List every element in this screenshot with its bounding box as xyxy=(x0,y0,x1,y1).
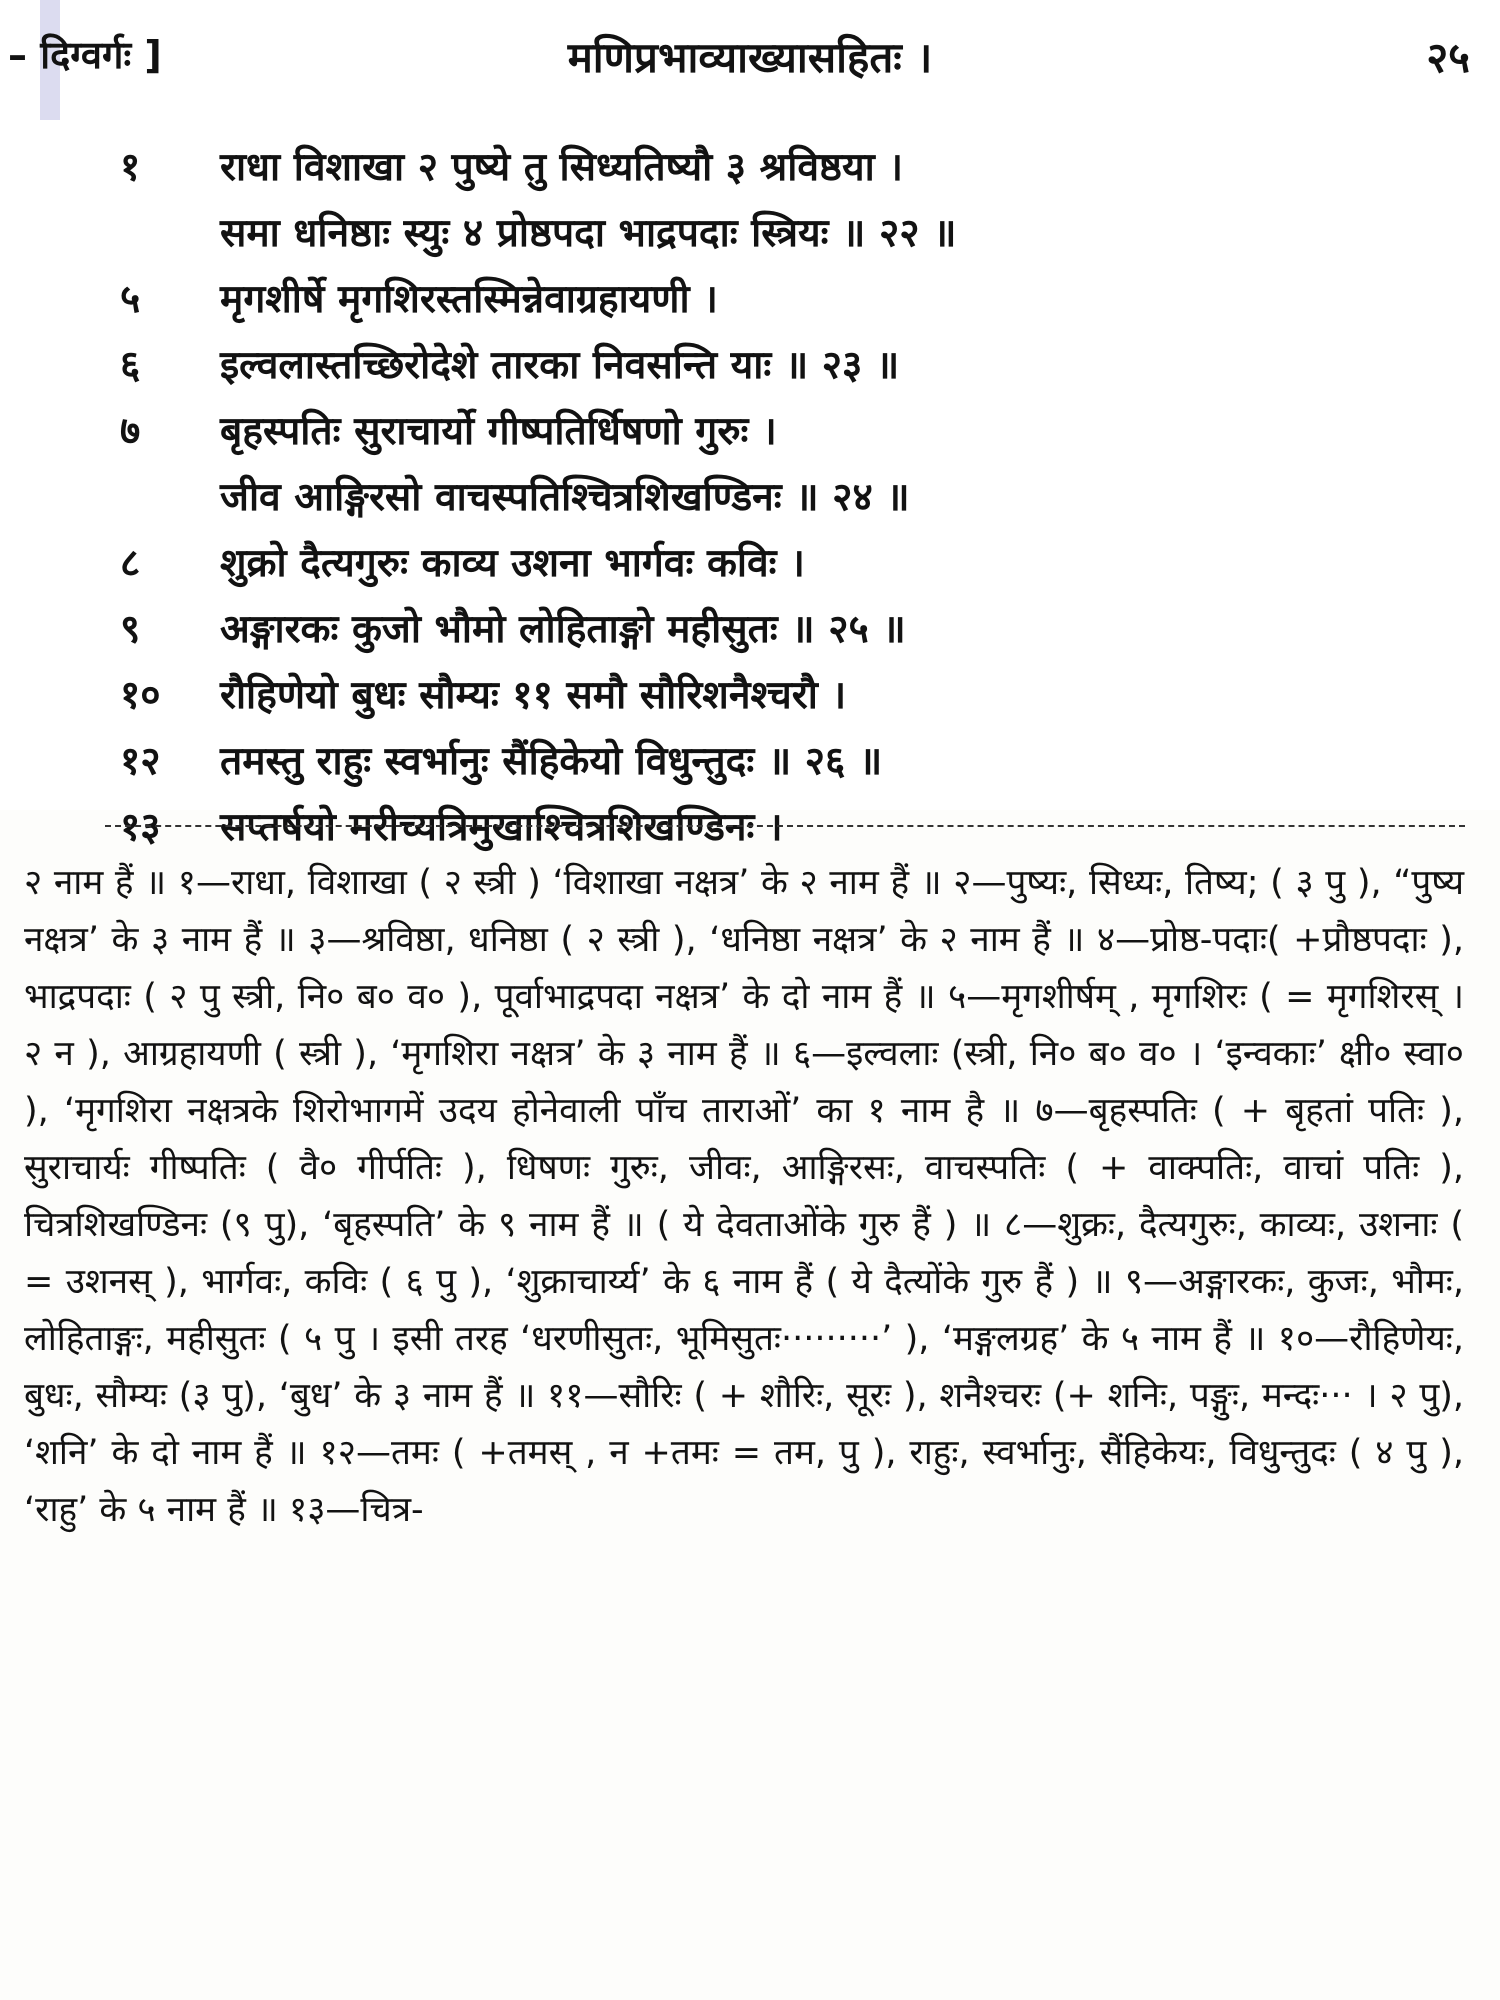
verse-line xyxy=(120,201,1450,267)
hindi-commentary xyxy=(24,855,1464,1539)
verse-number: १० xyxy=(120,673,161,718)
verse-number: ७ xyxy=(120,409,141,454)
verse-number: ९ xyxy=(120,607,141,652)
section-divider xyxy=(105,825,1465,827)
verse-text: सप्तर्षयो मरीच्यत्रिमुखाश्चित्रशिखण्डिनः । xyxy=(220,805,783,850)
verse-line xyxy=(120,333,1450,399)
verse-line xyxy=(120,399,1450,465)
verse-line xyxy=(120,663,1450,729)
verse-text: तमस्तु राहुः स्वर्भानुः सैंहिकेयो विधुन्तुदः ॥ २६ ॥ xyxy=(220,739,883,784)
verse-text: बृहस्पतिः सुराचार्यो गीष्पतिर्धिषणो गुरुः । xyxy=(220,409,777,454)
verse-block xyxy=(120,135,1450,861)
verse-text: समा धनिष्ठाः स्युः ४ प्रोष्ठपदा भाद्रपदाः स्त्रियः ॥ २२ ॥ xyxy=(220,211,957,256)
verse-text: शुक्रो दैत्यगुरुः काव्य उशना भार्गवः कविः । xyxy=(220,541,805,586)
verse-line xyxy=(120,465,1450,531)
verse-number: १३ xyxy=(120,805,161,850)
verse-text: इल्वलास्तच्छिरोदेशे तारका निवसन्ति याः ॥ २३ ॥ xyxy=(220,343,900,388)
verse-line xyxy=(120,597,1450,663)
verse-line xyxy=(120,795,1450,861)
section-label: – दिग्वर्गः ] xyxy=(8,33,162,77)
verse-text: रौहिणेयो बुधः सौम्यः ११ समौ सौरिशनैश्चरौ । xyxy=(220,673,847,718)
verse-line xyxy=(120,135,1450,201)
verse-text: अङ्गारकः कुजो भौमो लोहिताङ्गो महीसुतः ॥ २५ ॥ xyxy=(220,607,906,652)
verse-number: १ xyxy=(120,145,141,190)
verse-number: ६ xyxy=(120,343,141,388)
verse-text: जीव आङ्गिरसो वाचस्पतिश्चित्रशिखण्डिनः ॥ २४ ॥ xyxy=(220,475,910,520)
verse-line xyxy=(120,729,1450,795)
verse-number: १२ xyxy=(120,739,161,784)
verse-number: ८ xyxy=(120,541,141,586)
page-number: २५ xyxy=(1426,33,1470,82)
commentary-text: २ नाम हैं ॥ १—राधा, विशाखा ( २ स्त्री ) ‘विशाखा नक्षत्र’ के २ नाम हैं ॥ २—पुष्यः, सिध्यः, तिष्य; ( ३ पु ), “पुष्य नक्षत्र’ के ३ नाम हैं ॥ ३—श्रविष्ठा, धनिष्ठा ( २ स्त्री ), ‘धनिष्ठा नक्षत्र’ के २ नाम हैं ॥ ४—प्रोष्ठ-पदाः( +प्रौष्ठपदाः ), भाद्रपदाः ( २ पु स्त्री, नि० ब० व० ), पूर्वाभाद्रपदा नक्षत्र’ के दो नाम हैं ॥ ५—मृगशीर्षम् , मृगशिरः ( = मृगशिरस् । २ न ), आग्रहायणी ( स्त्री ), ‘मृगशिरा नक्षत्र’ के ३ नाम हैं ॥ ६—इल्वलाः (स्त्री, नि० ब० व० । ‘इन्वकाः’ क्षी० स्वा० ), ‘मृगशिरा नक्षत्रके शिरोभागमें उदय होनेवाली पाँच ताराओं’ का १ नाम है ॥ ७—बृहस्पतिः ( + बृहतां पतिः ), सुराचार्यः गीष्पतिः ( वै० गीर्पतिः ), धिषणः गुरुः, जीवः, आङ्गिरसः, वाचस्पतिः ( + वाक्पतिः, वाचां पतिः ), चित्रशिखण्डिनः (९ पु), ‘बृहस्पति’ के ९ नाम हैं ॥ ( ये देवताओंके गुरु हैं ) ॥ ८—शुक्रः, दैत्यगुरुः, काव्यः, उशनाः ( = उशनस् ), भार्गवः, कविः ( ६ पु ), ‘शुक्राचार्य्य’ के ६ नाम हैं ( ये दैत्योंके गुरु हैं ) ॥ ९—अङ्गारकः, कुजः, भौमः, लोहिताङ्गः, महीसुतः ( ५ पु । इसी तरह ‘धरणीसुतः, भूमिसुतः·········’ ), ‘मङ्गलग्रह’ के ५ नाम हैं ॥ १०—रौहिणेयः, बुधः, सौम्यः (३ पु), ‘बुध’ के ३ नाम हैं ॥ ११—सौरिः ( + शौरिः, सूरः ), शनैश्चरः (+ शनिः, पङ्गुः, मन्दः··· । २ पु), ‘शनि’ के दो नाम हैं ॥ १२—तमः ( +तमस् , न +तमः = तम, पु ), राहुः, स्वर्भानुः, सैंहिकेयः, विधुन्तुदः ( ४ पु ), ‘राहु’ के ५ नाम हैं ॥ १३—चित्र- xyxy=(24,863,1464,1530)
verse-text: मृगशीर्षे मृगशिरस्तस्मिन्नेवाग्रहायणी । xyxy=(220,277,718,322)
verse-text: राधा विशाखा २ पुष्ये तु सिध्यतिष्यौ ३ श्रविष्ठया । xyxy=(220,145,904,190)
verse-line xyxy=(120,267,1450,333)
verse-line xyxy=(120,531,1450,597)
running-header xyxy=(0,28,1500,98)
running-title: मणिप्रभाव्याख्यासहितः । xyxy=(567,33,933,82)
verse-number: ५ xyxy=(120,277,141,322)
